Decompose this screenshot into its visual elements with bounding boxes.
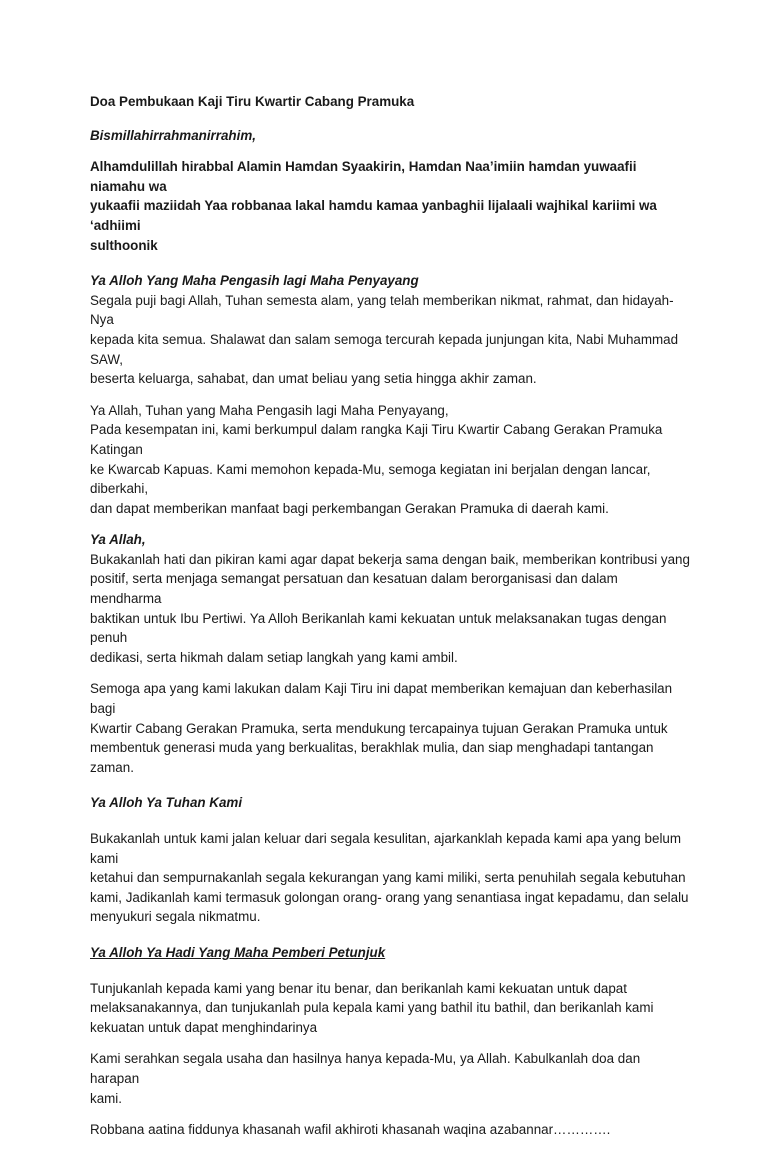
section-heading: Ya Alloh Ya Tuhan Kami xyxy=(90,795,243,811)
document-title: Doa Pembukaan Kaji Tiru Kwartir Cabang Pramuka xyxy=(90,94,415,109)
opening-line: yukaafii maziidah Yaa robbanaa lakal hamdu kamaa yanbaghii lijalaali wajhikal kariimi wa ‘adhiimi xyxy=(90,198,657,233)
paragraph-line: kami, Jadikanlah kami termasuk golongan orang- orang yang senantiasa ingat kepadamu, dan selalu xyxy=(90,889,689,905)
paragraph-line: dedikasi, serta hikmah dalam setiap langkah yang kami ambil. xyxy=(90,649,458,665)
paragraph-line: membentuk generasi muda yang berkualitas, berakhlak mulia, dan siap menghadapi tantangan zaman. xyxy=(90,740,654,775)
section-heading: Ya Allah, xyxy=(90,532,146,548)
section-ya-allah xyxy=(90,530,690,667)
paragraph-line: kekuatan untuk dapat menghindarinya xyxy=(90,1019,318,1035)
paragraph-line: menyukuri segala nikmatmu. xyxy=(90,909,261,925)
basmalah-text: Bismillahirrahmanirrahim, xyxy=(90,127,256,143)
section-heading: Ya Alloh Yang Maha Pengasih lagi Maha Penyayang xyxy=(90,273,419,289)
section-heading: Ya Alloh Ya Hadi Yang Maha Pemberi Petunjuk xyxy=(90,944,386,960)
section-tuhan-kami xyxy=(90,829,690,927)
opening-line: sulthoonik xyxy=(90,237,158,253)
paragraph-line: Kwartir Cabang Gerakan Pramuka, serta mendukung tercapainya tujuan Gerakan Pramuka untuk xyxy=(90,720,668,736)
section-petunjuk xyxy=(90,979,690,1038)
paragraph-line: Pada kesempatan ini, kami berkumpul dalam rangka Kaji Tiru Kwartir Cabang Gerakan Pramuka Katingan xyxy=(90,422,663,457)
document-page xyxy=(90,92,690,1152)
paragraph-line: Ya Allah, Tuhan yang Maha Pengasih lagi Maha Penyayang, xyxy=(90,402,449,418)
paragraph-line: Bukakanlah untuk kami jalan keluar dari segala kesulitan, ajarkanklah kepada kami apa yang belum kami xyxy=(90,831,682,866)
opening-line: Alhamdulillah hirabbal Alamin Hamdan Syaakirin, Hamdan Naa’imiin hamdan yuwaafii niamahu wa xyxy=(90,159,637,194)
paragraph-line: beserta keluarga, sahabat, dan umat beliau yang setia hingga akhir zaman. xyxy=(90,371,537,387)
section-hope xyxy=(90,679,690,777)
section-purpose xyxy=(90,401,690,519)
paragraph-line: dan dapat memberikan manfaat bagi perkembangan Gerakan Pramuka di daerah kami. xyxy=(90,500,609,516)
paragraph-line: ke Kwarcab Kapuas. Kami memohon kepada-Mu, semoga kegiatan ini berjalan dengan lancar, diberkahi, xyxy=(90,461,651,497)
basmalah xyxy=(90,126,690,146)
section-surrender xyxy=(90,1049,690,1108)
paragraph-line: Bukakanlah hati dan pikiran kami agar dapat bekerja sama dengan baik, memberikan kontribusi yang xyxy=(90,551,690,567)
paragraph-line: kami. xyxy=(90,1090,122,1106)
section-praise xyxy=(90,271,690,389)
paragraph-line: kepada kita semua. Shalawat dan salam semoga tercurah kepada junjungan kita, Nabi Muhammad SAW, xyxy=(90,331,679,367)
opening-paragraph xyxy=(90,157,690,255)
paragraph-line: baktikan untuk Ibu Pertiwi. Ya Alloh Berikanlah kami kekuatan untuk melaksanakan tugas dengan penuh xyxy=(90,610,667,646)
paragraph-line: Tunjukanlah kepada kami yang benar itu benar, dan berikanlah kami kekuatan untuk dapat xyxy=(90,980,627,996)
paragraph-line: positif, serta menjaga semangat persatuan dan kesatuan dalam berorganisasi dan dalam mendharma xyxy=(90,571,618,607)
paragraph-line: Kami serahkan segala usaha dan hasilnya hanya kepada-Mu, ya Allah. Kabulkanlah doa dan harapan xyxy=(90,1051,641,1086)
closing-prayer: Robbana aatina fiddunya khasanah wafil akhiroti khasanah waqina azabannar…………. xyxy=(90,1122,611,1138)
paragraph-line: Semoga apa yang kami lakukan dalam Kaji Tiru ini dapat memberikan kemajuan dan keberhasilan bagi xyxy=(90,681,673,717)
paragraph-line: melaksanakannya, dan tunjukanlah pula kepala kami yang bathil itu bathil, dan berikanlah kami xyxy=(90,1000,654,1016)
paragraph-line: Segala puji bagi Allah, Tuhan semesta alam, yang telah memberikan nikmat, rahmat, dan hidayah-Nya xyxy=(90,292,674,328)
paragraph-line: ketahui dan sempurnakanlah segala kekurangan yang kami miliki, serta penuhilah segala kebutuhan xyxy=(90,870,686,886)
